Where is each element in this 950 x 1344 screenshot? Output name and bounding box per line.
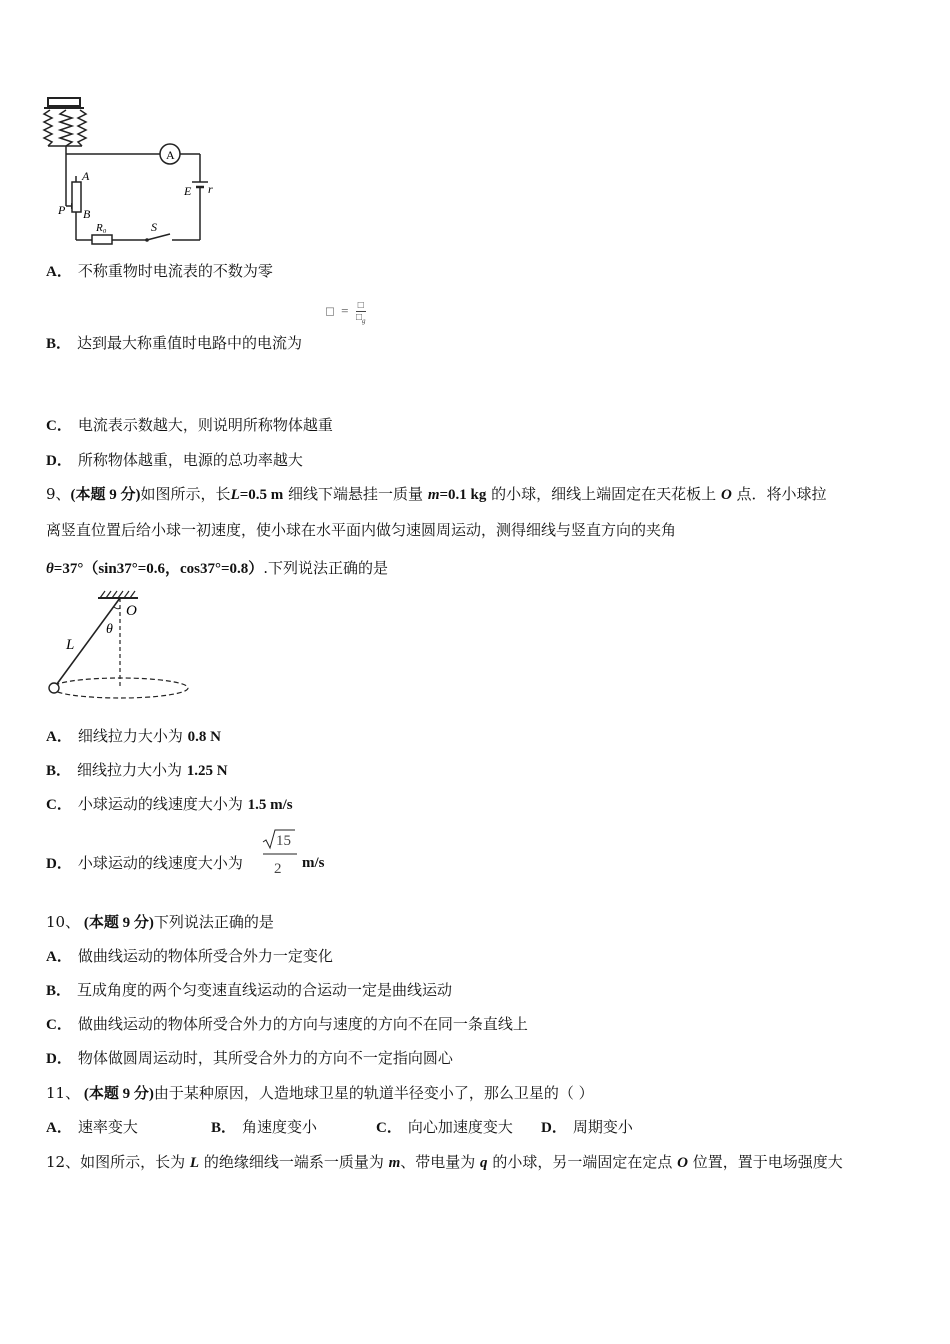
- fraction-denominator: 2: [274, 861, 282, 877]
- resistor-r0-label: R₀: [96, 222, 107, 234]
- q12-stem: 12、如图所示，长为 L 的绝缘细线一端系一质量为 m、带电量为 q 的小球，另一端固定在定点 O 位置，置于电场强度大: [46, 1153, 843, 1171]
- q9-option-a: A． 细线拉力大小为 0.8 N: [46, 727, 221, 745]
- q9-option-d: D． 小球运动的线速度大小为: [46, 854, 243, 872]
- sqrt15-over-2-fraction: [261, 828, 301, 878]
- switch-label: S: [151, 220, 157, 234]
- q10-stem: 10、 (本题 9 分)下列说法正确的是: [46, 913, 274, 931]
- conical-pendulum-diagram: [42, 588, 202, 703]
- fraction-numerator: 15: [276, 833, 291, 849]
- q9-option-c: C． 小球运动的线速度大小为 1.5 m/s: [46, 795, 293, 813]
- slider-p-label: P: [58, 203, 66, 217]
- q9-stem-line-2: 离竖直位置后给小球一初速度，使小球在水平面内做匀速圆周运动，测得细线与竖直方向的夹角: [46, 521, 677, 539]
- q9-stem-line-1: 9、(本题 9 分)如图所示，长L=0.5 m 细线下端悬挂一质量 m=0.1 kg 的小球，细线上端固定在天花板上 O 点．将小球拉: [46, 485, 827, 503]
- spring-scale-circuit-diagram: [36, 96, 216, 246]
- q8-option-c: C． 电流表示数越大，则说明所称物体越重: [46, 416, 333, 434]
- pivot-o-label: O: [126, 603, 137, 619]
- q10-option-b: B． 互成角度的两个匀变速直线运动的合运动一定是曲线运动: [46, 981, 453, 999]
- q11-option-b: B． 角速度变小: [211, 1118, 318, 1136]
- q8-option-a: A． 不称重物时电流表的不数为零: [46, 262, 273, 280]
- length-l-label: L: [66, 637, 75, 653]
- q9-option-b: B． 细线拉力大小为 1.25 N: [46, 761, 228, 779]
- internal-resistance-label: r: [208, 182, 213, 196]
- angle-theta-label: θ: [106, 622, 113, 637]
- q8-option-d: D． 所称物体越重，电源的总功率越大: [46, 451, 303, 469]
- q11-option-c: C． 向心加速度变大: [376, 1118, 513, 1136]
- q10-option-a: A． 做曲线运动的物体所受合外力一定变化: [46, 947, 333, 965]
- resistor-end-b-label: B: [83, 207, 91, 221]
- ammeter-label: A: [166, 148, 175, 162]
- resistor-end-a-label: A: [82, 169, 90, 183]
- q10-option-d: D． 物体做圆周运动时，其所受合外力的方向不一定指向圆心: [46, 1049, 453, 1067]
- emf-label: E: [184, 184, 192, 198]
- q11-option-d: D． 周期变小: [541, 1118, 633, 1136]
- q9-option-d-unit: m/s: [302, 855, 325, 871]
- q8-option-b-formula: □ = □ $□_g$: [326, 300, 366, 325]
- q8-option-b: B． 达到最大称重值时电路中的电流为: [46, 334, 303, 352]
- q11-option-a: A． 速率变大: [46, 1118, 138, 1136]
- q9-stem-line-3: θ=37°（sin37°=0.6，cos37°=0.8）.下列说法正确的是: [46, 559, 389, 577]
- q10-option-c: C． 做曲线运动的物体所受合外力的方向与速度的方向不在同一条直线上: [46, 1015, 528, 1033]
- q11-stem: 11、 (本题 9 分)由于某种原因，人造地球卫星的轨道半径变小了，那么卫星的（ ）: [46, 1084, 594, 1102]
